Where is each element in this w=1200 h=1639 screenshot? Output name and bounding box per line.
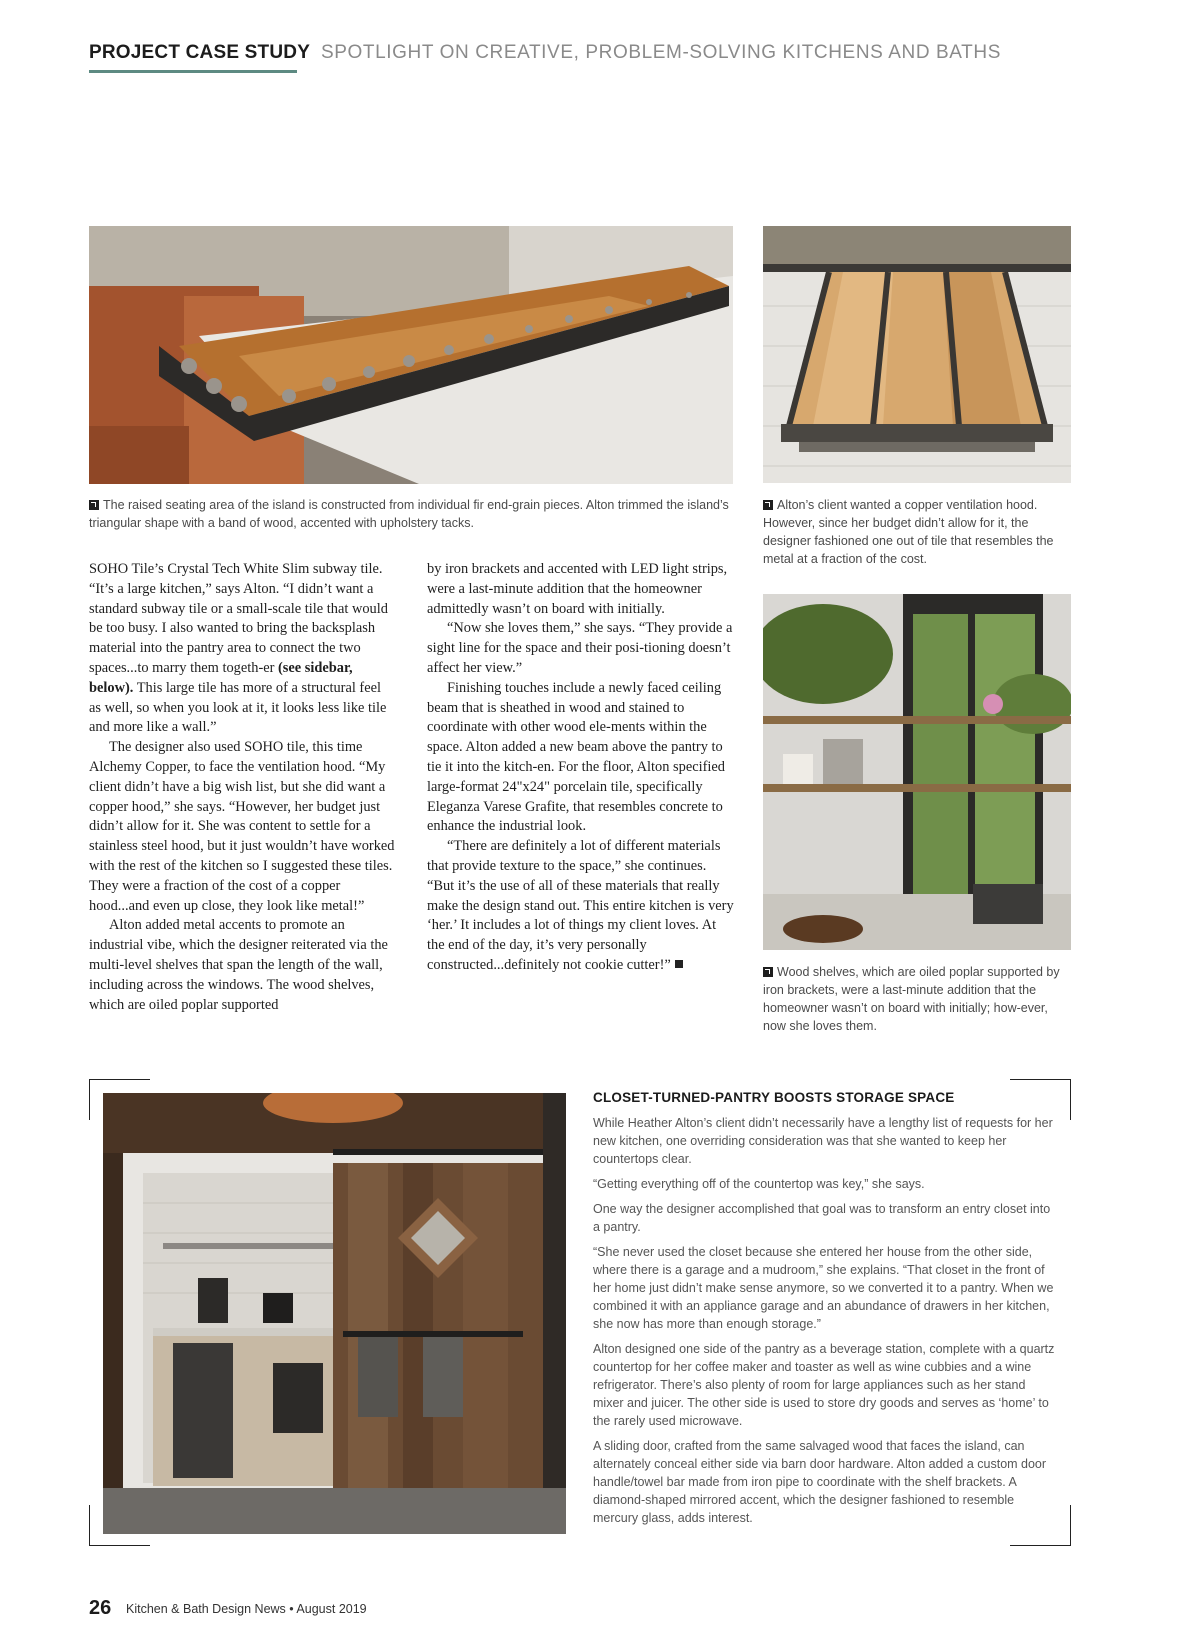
island-photo	[89, 226, 733, 484]
sidebar-paragraph: “Getting everything off of the countertop was key,” she says.	[593, 1177, 925, 1191]
hood-caption: Alton’s client wanted a copper ventilation hood. However, since her budget didn’t allow for it, the designer fashioned one out of tile that resembles the metal at a fraction of the cost.	[763, 498, 1054, 566]
sidebar-paragraph: “She never used the closet because she entered her house from the other side, where there is a garage and a mudroom,” she explains. “That closet in the front of her home just didn’t make sense anymore, so we converted it to a pantry. When we combined it with an appliance garage and an abundance of drawers in her kitchen, she now has more than enough storage.”	[593, 1245, 1054, 1331]
section-label-underline	[89, 70, 297, 73]
article-column-1	[89, 560, 396, 1015]
sidebar-body	[593, 1114, 1055, 1534]
section-tagline: SPOTLIGHT ON CREATIVE, PROBLEM-SOLVING KITCHENS AND BATHS	[321, 42, 1001, 63]
sidebar-paragraph: Alton designed one side of the pantry as a beverage station, complete with a quartz countertop for her coffee maker and toaster as well as wine cubbies and a wine refrigerator. There’s also plenty of room for large appliances such as her stand mixer and juicer. The other side is used to store dry goods and serves as ‘home’ to the rarely used microwave.	[593, 1342, 1055, 1428]
sidebar-paragraph: While Heather Alton’s client didn’t necessarily have a lengthy list of requests for her new kitchen, one overriding consideration was that she wanted to keep her countertops clear.	[593, 1116, 1053, 1166]
body-paragraph: Alton added metal accents to promote an industrial vibe, which the designer reiterated via the multi-level shelves that span the length of the wall, including across the windows. The wood shelves, which are oiled poplar supported	[89, 917, 388, 1013]
photo-pointer-icon	[763, 967, 773, 977]
photo-pointer-icon	[763, 500, 773, 510]
section-label: PROJECT CASE STUDY	[89, 42, 311, 63]
sidebar-paragraph: A sliding door, crafted from the same salvaged wood that faces the island, can alternately conceal either side via barn door hardware. Alton added a custom door handle/towel bar made from iron pipe to coordinate with the shelf brackets. A diamond-shaped mirrored accent, which the designer fashioned to resemble mercury glass, adds interest.	[593, 1439, 1047, 1525]
hood-photo	[763, 226, 1071, 483]
article-column-2	[427, 560, 734, 976]
sidebar-title: CLOSET-TURNED-PANTRY BOOSTS STORAGE SPACE	[593, 1090, 955, 1105]
end-of-article-mark	[675, 960, 683, 968]
body-paragraph: SOHO Tile’s Crystal Tech White Slim subway tile. “It’s a large kitchen,” says Alton. “I didn’t want a standard subway tile or a small-scale tile that would be too busy. I also wanted to bring the backsplash material into the pantry area to connect the two spaces...to marry them togeth-er (see sidebar, below). This large tile has more of a structural feel as well, so when you look at it, it looks less like tile and more like a wall.”	[89, 561, 388, 736]
shelves-caption: Wood shelves, which are oiled poplar supported by iron brackets, were a last-minute addition that the homeowner wasn’t on board with initially; how-ever, now she loves them.	[763, 965, 1060, 1033]
body-paragraph: “Now she loves them,” she says. “They provide a sight line for the space and their posi-tioning doesn’t affect her view.”	[427, 620, 733, 676]
body-paragraph: The designer also used SOHO tile, this time Alchemy Copper, to face the ventilation hood. “My client didn’t have a big wish list, but she did want a copper hood,” she says. “However, her budget just didn’t allow for it. She was content to settle for a stainless steel hood, but it just wouldn’t have worked with the rest of the kitchen so I suggested these tiles. They were a fraction of the cost of a copper hood...and even up close, they look like metal!”	[89, 739, 395, 914]
sidebar-paragraph: One way the designer accomplished that goal was to transform an entry closet into a pantry.	[593, 1202, 1051, 1234]
body-paragraph-final: “There are definitely a lot of different materials that provide texture to the space,” she continues. “But it’s the use of all of these materials that really make the design stand out. This entire kitchen is very ‘her.’ It includes a lot of things my client loves. At the end of the day, it’s very personally constructed...definitely not cookie cutter!”	[427, 838, 734, 973]
pantry-photo	[103, 1093, 566, 1534]
page-number: 26	[89, 1597, 112, 1619]
body-paragraph: by iron brackets and accented with LED light strips, were a last-minute addition that the homeowner admittedly wasn’t on board with initially.	[427, 561, 728, 617]
publication-info: Kitchen & Bath Design News • August 2019	[126, 1602, 367, 1616]
island-caption: The raised seating area of the island is constructed from individual fir end-grain pieces. Alton trimmed the island’s triangular shape with a band of wood, accented with upholstery tacks.	[89, 498, 729, 530]
photo-pointer-icon	[89, 500, 99, 510]
shelves-photo	[763, 594, 1071, 950]
body-paragraph: Finishing touches include a newly faced ceiling beam that is sheathed in wood and stained to coordinate with other wood ele-ments within the space. Alton added a new beam above the pantry to tie it into the kitch-en. For the floor, Alton specified large-format 24"x24" porcelain tile, specifically Eleganza Varese Grafite, that resembles concrete to enhance the industrial look.	[427, 679, 725, 835]
